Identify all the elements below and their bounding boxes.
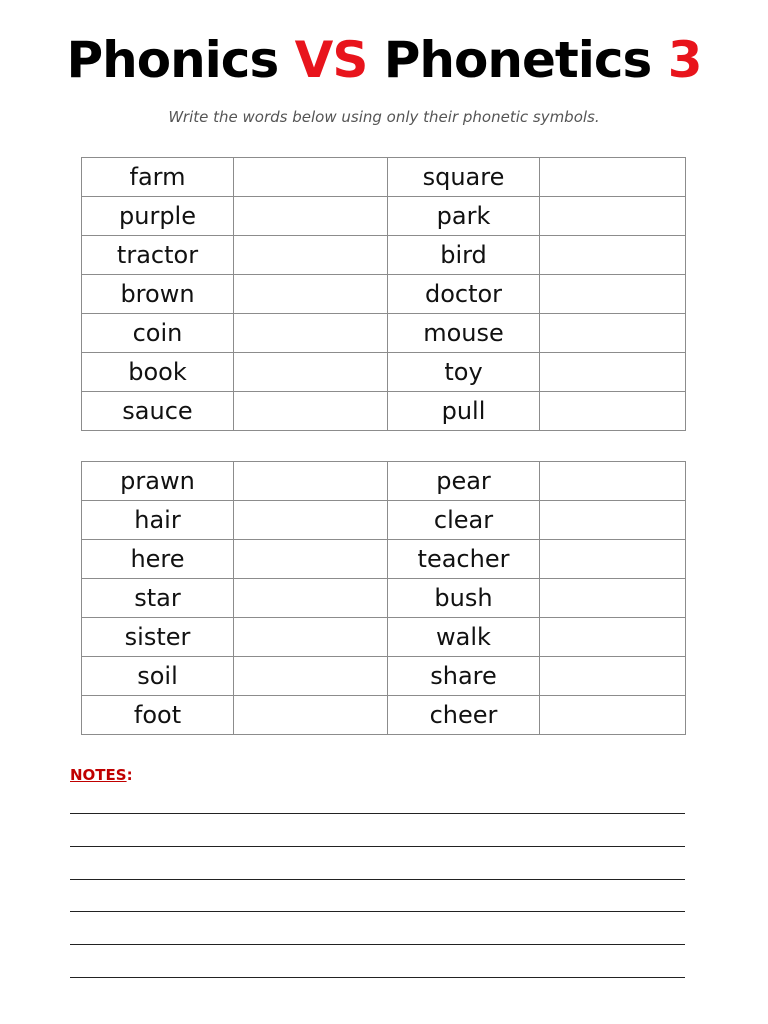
notes-label <box>70 765 133 785</box>
word-cell: doctor <box>388 275 540 314</box>
word-cell: sister <box>82 618 234 657</box>
answer-cell[interactable] <box>234 579 388 618</box>
answer-cell[interactable] <box>540 579 686 618</box>
word-cell: pear <box>388 462 540 501</box>
word-cell: farm <box>82 158 234 197</box>
table-row <box>82 392 686 431</box>
table-row <box>82 540 686 579</box>
notes-label-colon: : <box>126 766 133 784</box>
answer-cell[interactable] <box>540 275 686 314</box>
answer-cell[interactable] <box>540 353 686 392</box>
answer-cell[interactable] <box>540 314 686 353</box>
answer-cell[interactable] <box>540 158 686 197</box>
table-row <box>82 197 686 236</box>
instructions: Write the words below using only their phonetic symbols. <box>168 108 600 126</box>
table-row <box>82 158 686 197</box>
word-cell: here <box>82 540 234 579</box>
table-row <box>82 353 686 392</box>
answer-cell[interactable] <box>234 353 388 392</box>
note-line[interactable] <box>70 846 685 847</box>
answer-cell[interactable] <box>540 197 686 236</box>
word-cell: clear <box>388 501 540 540</box>
page-title <box>0 28 768 92</box>
answer-cell[interactable] <box>234 696 388 735</box>
answer-cell[interactable] <box>234 501 388 540</box>
answer-cell[interactable] <box>540 392 686 431</box>
word-cell: star <box>82 579 234 618</box>
word-cell: foot <box>82 696 234 735</box>
answer-cell[interactable] <box>540 657 686 696</box>
title-phonetics: Phonetics <box>367 31 668 89</box>
table-row <box>82 696 686 735</box>
word-cell: hair <box>82 501 234 540</box>
answer-cell[interactable] <box>234 392 388 431</box>
note-line[interactable] <box>70 911 685 912</box>
answer-cell[interactable] <box>234 657 388 696</box>
answer-cell[interactable] <box>540 236 686 275</box>
title-phonics: Phonics <box>66 31 295 89</box>
table-row <box>82 462 686 501</box>
answer-cell[interactable] <box>540 462 686 501</box>
word-cell: square <box>388 158 540 197</box>
note-line[interactable] <box>70 977 685 978</box>
note-line[interactable] <box>70 813 685 814</box>
word-cell: tractor <box>82 236 234 275</box>
answer-cell[interactable] <box>234 314 388 353</box>
answer-cell[interactable] <box>540 540 686 579</box>
answer-cell[interactable] <box>234 540 388 579</box>
word-cell: bush <box>388 579 540 618</box>
answer-cell[interactable] <box>234 197 388 236</box>
title-vs: VS <box>294 31 368 89</box>
word-cell: purple <box>82 197 234 236</box>
word-cell: park <box>388 197 540 236</box>
note-line[interactable] <box>70 879 685 880</box>
table-row <box>82 657 686 696</box>
word-cell: share <box>388 657 540 696</box>
word-table-2 <box>81 461 686 735</box>
note-line[interactable] <box>70 944 685 945</box>
answer-cell[interactable] <box>234 618 388 657</box>
word-cell: walk <box>388 618 540 657</box>
word-cell: brown <box>82 275 234 314</box>
word-table-1 <box>81 157 686 431</box>
word-cell: pull <box>388 392 540 431</box>
word-cell: teacher <box>388 540 540 579</box>
notes-label-text: NOTES <box>70 766 127 784</box>
word-cell: bird <box>388 236 540 275</box>
word-cell: coin <box>82 314 234 353</box>
answer-cell[interactable] <box>234 158 388 197</box>
word-cell: toy <box>388 353 540 392</box>
word-cell: cheer <box>388 696 540 735</box>
word-cell: soil <box>82 657 234 696</box>
answer-cell[interactable] <box>234 462 388 501</box>
answer-cell[interactable] <box>540 501 686 540</box>
table-row <box>82 314 686 353</box>
table-row <box>82 579 686 618</box>
table-row <box>82 618 686 657</box>
answer-cell[interactable] <box>234 236 388 275</box>
table-row <box>82 236 686 275</box>
answer-cell[interactable] <box>234 275 388 314</box>
word-cell: mouse <box>388 314 540 353</box>
title-number: 3 <box>667 31 702 89</box>
word-cell: book <box>82 353 234 392</box>
word-cell: prawn <box>82 462 234 501</box>
table-row <box>82 275 686 314</box>
table-row <box>82 501 686 540</box>
word-cell: sauce <box>82 392 234 431</box>
answer-cell[interactable] <box>540 696 686 735</box>
answer-cell[interactable] <box>540 618 686 657</box>
